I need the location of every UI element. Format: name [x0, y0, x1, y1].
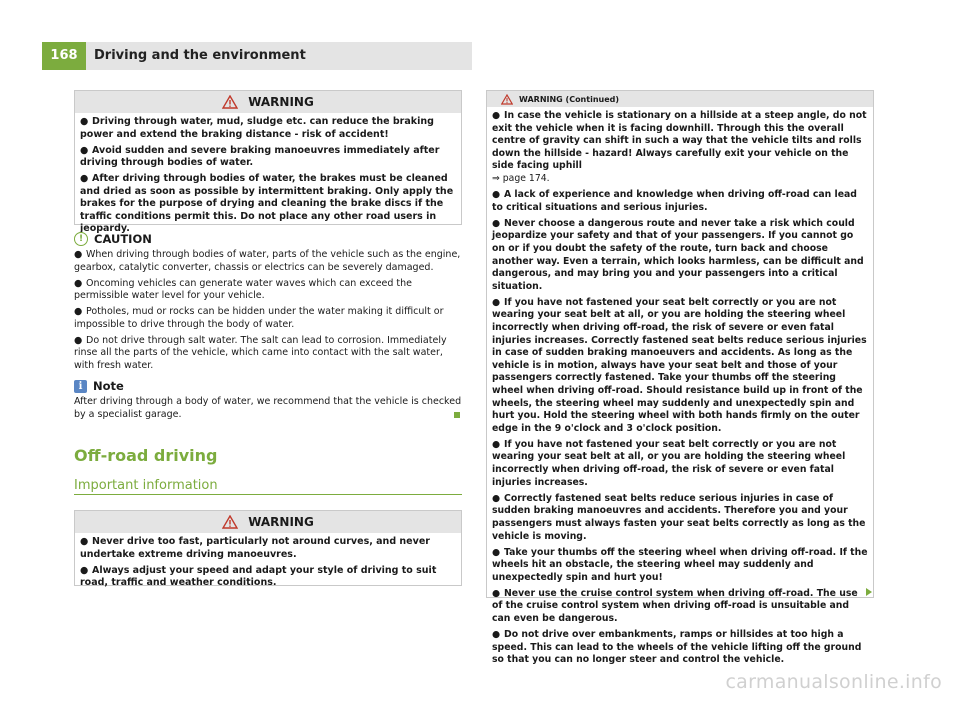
caution-section: [74, 232, 462, 376]
warning-item: ● Do not drive over embankments, ramps or hillsides at too high a speed. This can lead to the wheels of the vehicle lifting off the ground so that you can no longer steer and control the vehicle.: [492, 629, 862, 666]
watermark: carmanualsonline.info: [725, 671, 942, 693]
warning-item: ● Correctly fastened seat belts reduce serious injuries in case of sudden braking manoeuvres and accidents. Therefore you and your passengers must always fasten your seat belts correctly as long as the vehicle is moving.: [492, 492, 866, 542]
section-heading: Off-road driving: [74, 446, 218, 465]
caution-item: ● Potholes, mud or rocks can be hidden under the water making it difficult or impossible to drive through the body of water.: [74, 306, 444, 330]
warning-header: [487, 91, 873, 107]
warning-item: ● Driving through water, mud, sludge etc. can reduce the braking power and extend the braking distance - risk of accident!: [80, 116, 434, 140]
section-subheading: Important information: [74, 478, 218, 493]
warning-item: ● Never drive too fast, particularly not around curves, and never undertake extreme driving manoeuvres.: [80, 536, 430, 560]
warning-item: ● Never use the cruise control system when driving off-road. The use of the cruise control system when driving off-road is unsuitable and can even be dangerous.: [492, 587, 858, 625]
info-icon: i: [74, 380, 87, 393]
page-number: 168: [42, 42, 86, 70]
heading-rule: [74, 494, 462, 495]
warning-item: ● Never choose a dangerous route and never take a risk which could jeopardize your safety and that of your passengers. If you cannot go on or if you doubt the safety of the route, turn back and choose another way. Even a terrain, which looks harmless, can be difficult and dangerous, and may bring you and your passengers into a critical situation.: [492, 217, 864, 292]
caution-icon: !: [74, 232, 88, 246]
warning-title: WARNING: [248, 95, 314, 109]
warning-box-water: [74, 90, 462, 234]
caution-item: ● Oncoming vehicles can generate water waves which can exceed the permissible water level for your vehicle.: [74, 277, 413, 301]
warning-item: ● In case the vehicle is stationary on a hillside at a steep angle, do not exit the vehicle when it is facing downhill. Through this the overall centre of gravity can shift in such a way that the vehicle tilts and rolls down the hillside - hazard! Always carefully exit your vehicle on the side facing uphill ⇒ page 174.: [492, 110, 867, 184]
warning-item: ● Avoid sudden and severe braking manoeuvres immediately after driving through bodies of water.: [80, 144, 440, 168]
caution-item: ● Do not drive through salt water. The salt can lead to corrosion. Immediately rinse all the parts of the vehicle, which came into contact with the salt water, with fresh water.: [74, 334, 447, 371]
note-title: Note: [93, 379, 124, 394]
warning-triangle-icon: [222, 95, 238, 109]
page-reference-link[interactable]: ⇒ page 174.: [492, 172, 550, 184]
warning-header: [75, 91, 461, 113]
page-title: Driving and the environment: [94, 48, 306, 63]
continued-arrow-icon: [866, 588, 872, 596]
warning-box-offroad: [74, 510, 462, 586]
warning-title: WARNING: [248, 515, 314, 529]
caution-item: ● When driving through bodies of water, parts of the vehicle such as the engine, gearbox, catalytic converter, chassis or electrics can be severely damaged.: [74, 249, 461, 273]
caution-title: CAUTION: [94, 231, 152, 246]
warning-header: [75, 511, 461, 533]
note-section: [74, 380, 462, 425]
warning-title: WARNING (Continued): [519, 94, 620, 104]
warning-item: ● If you have not fastened your seat belt correctly or you are not wearing your seat belt at all, or you are holding the steering wheel incorrectly when driving off-road, the risk of severe or even fatal injuries increases.: [492, 438, 846, 488]
warning-triangle-icon: [501, 94, 513, 105]
warning-item: ● Take your thumbs off the steering wheel when driving off-road. If the wheels hit an obstacle, the steering wheel may suddenly and unexpectedly spin and hurt you!: [492, 546, 868, 583]
warning-box-continued: [486, 90, 874, 666]
warning-item: ● Always adjust your speed and adapt your style of driving to suit road, traffic and weather conditions.: [80, 564, 437, 588]
note-text: After driving through a body of water, we recommend that the vehicle is checked by a specialist garage.: [74, 396, 462, 420]
warning-item: ● A lack of experience and knowledge when driving off-road can lead to critical situations and serious injuries.: [492, 189, 857, 213]
warning-triangle-icon: [222, 515, 238, 529]
warning-item: ● After driving through bodies of water, the brakes must be cleaned and dried as soon as possible by intermittent braking. Only apply the brakes for the purpose of drying and cleaning the brake discs if the traffic conditions permit this. Do not place any other road users in jeopardy.: [80, 173, 454, 234]
warning-item: ● If you have not fastened your seat belt correctly or you are not wearing your seat belt at all, or you are holding the steering wheel incorrectly when driving off-road, the risk of severe or even fatal injuries increases. Correctly fastened seat belts reduce serious injuries in case of sudden braking manoeuvers and accidents. As long as the vehicle is in motion, always have your seat belt and those of your passengers correctly fastened. Take your thumbs off the steering wheel when driving off-road. Should resistance build up in front of the wheels, the steering wheel may suddenly and unexpectedly spin and hurt you. Hold the steering wheel with both hands firmly on the outer edge in the 9 o'clock and 3 o'clock position.: [492, 296, 867, 434]
section-end-mark: [454, 412, 460, 418]
